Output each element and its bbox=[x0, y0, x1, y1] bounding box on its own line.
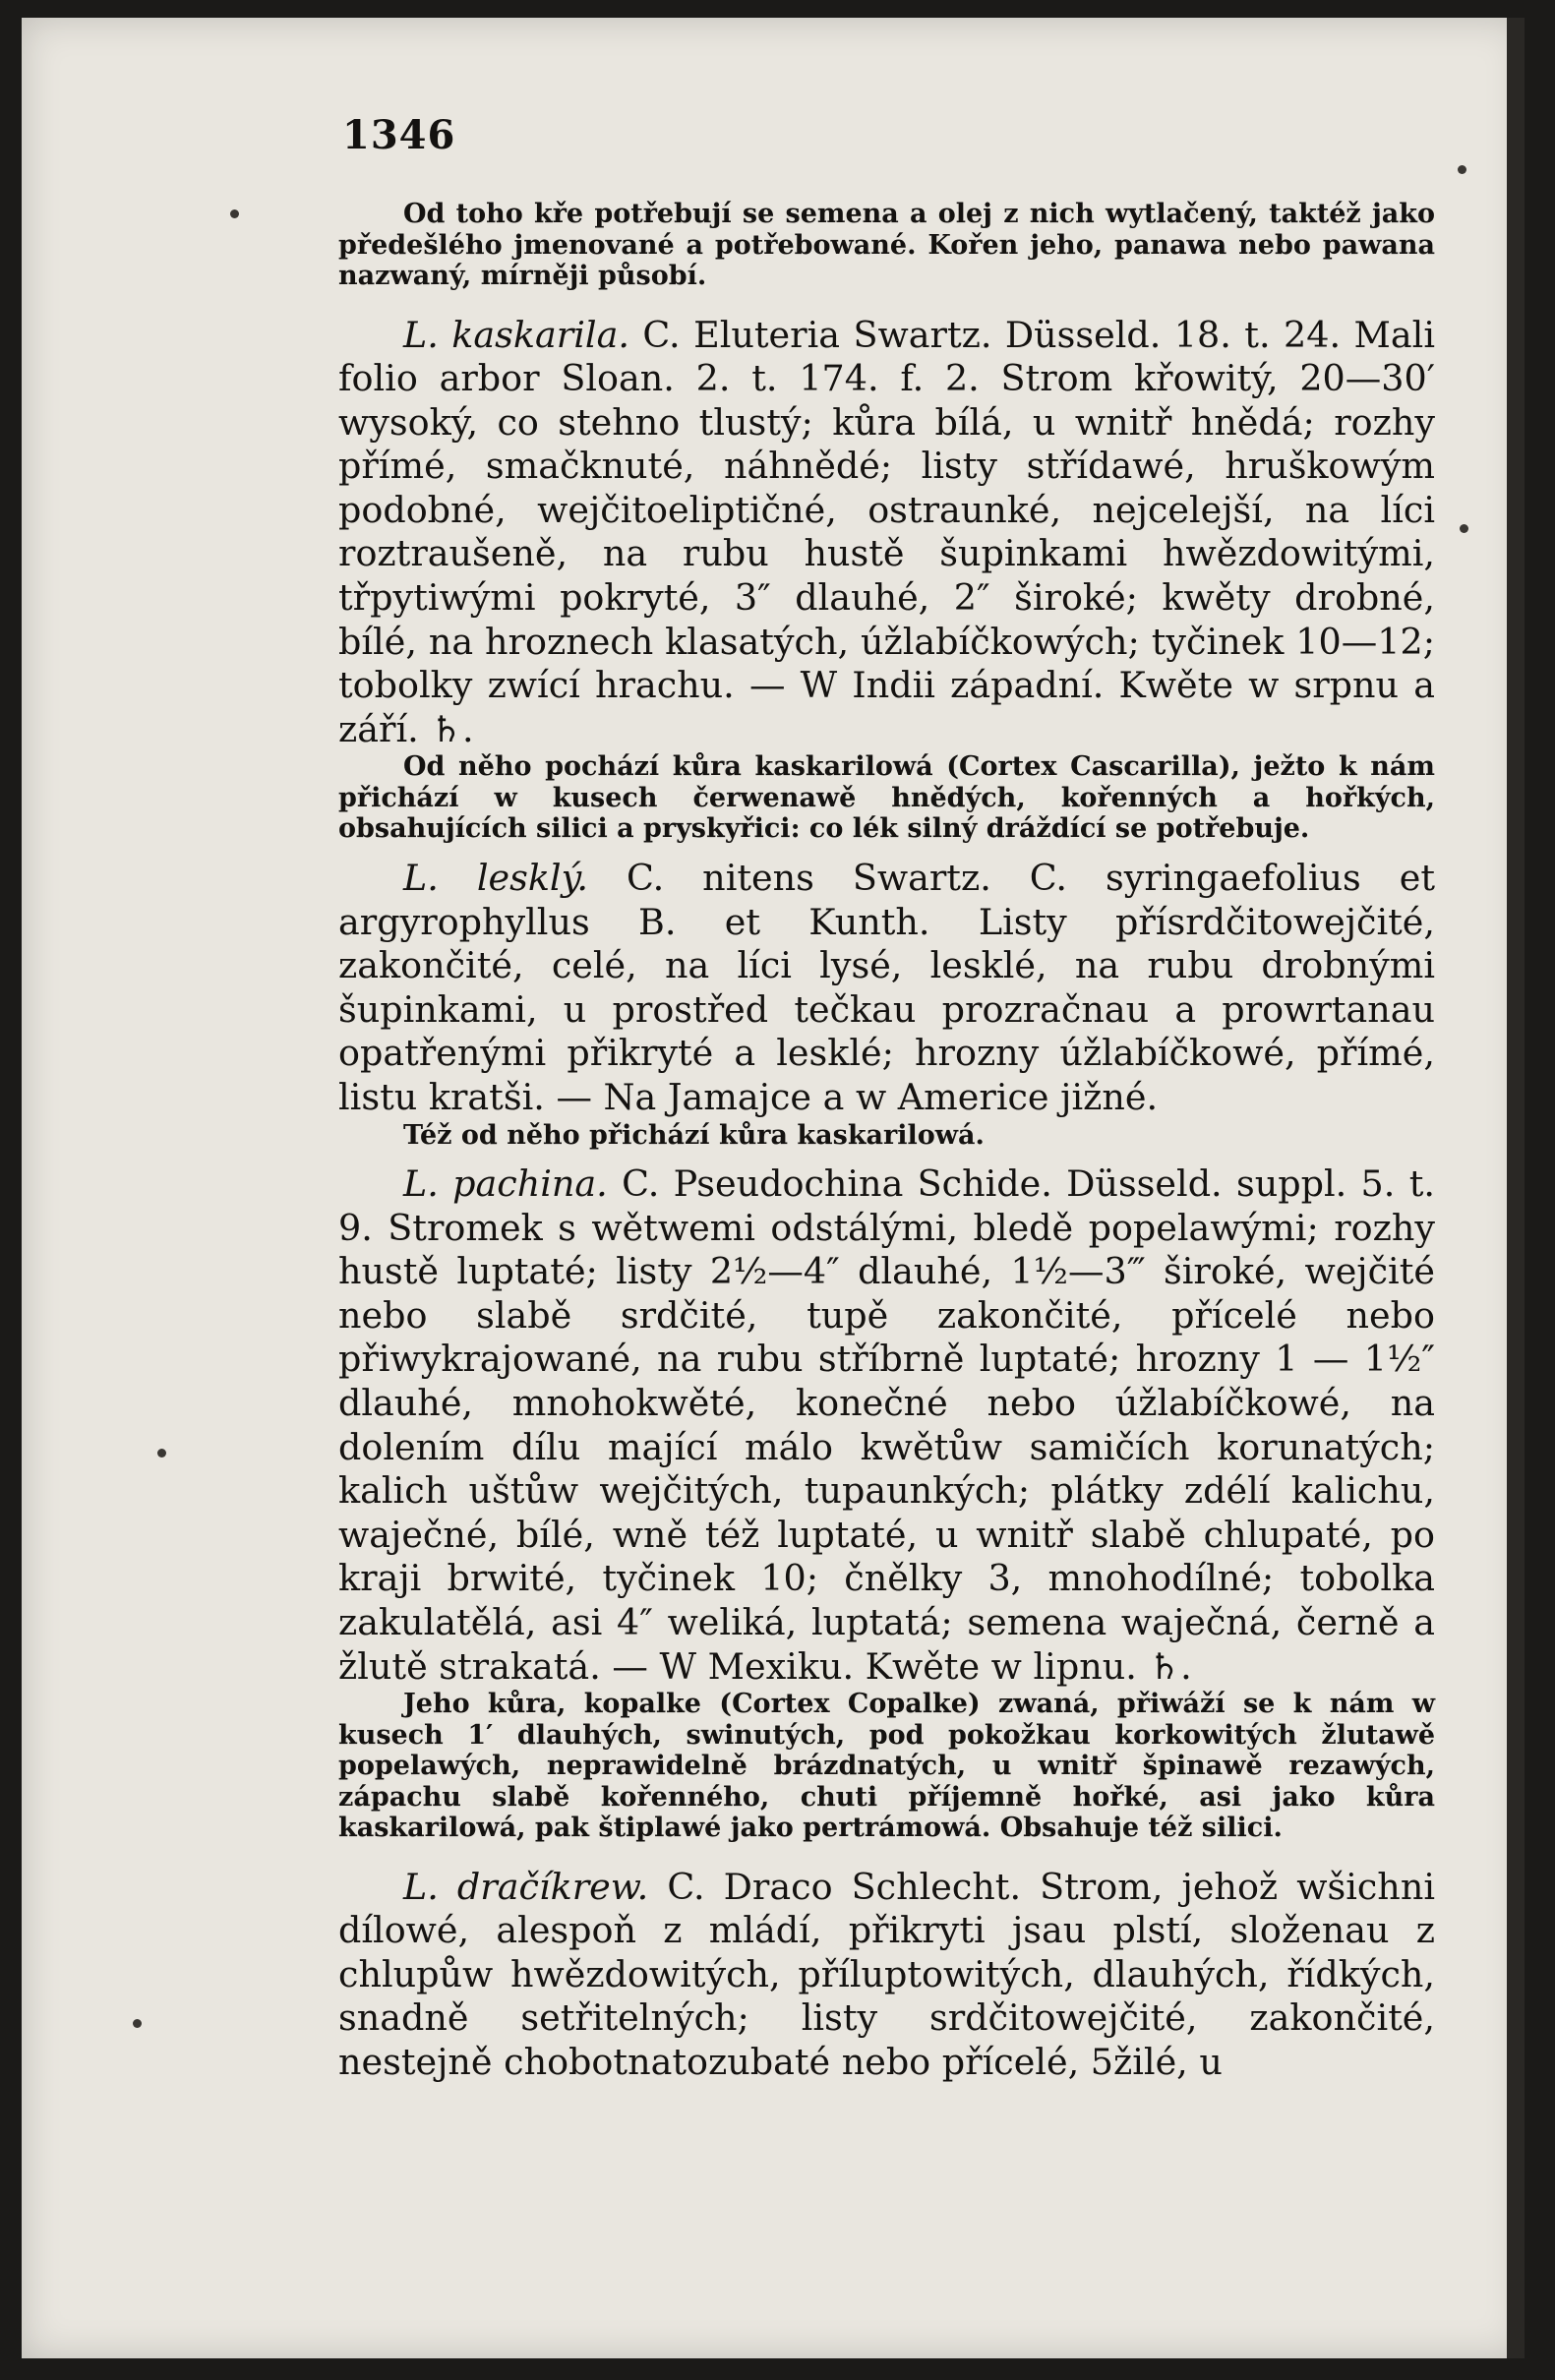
species-name: L. pachina. bbox=[403, 1162, 608, 1205]
note-paragraph: Od toho kře potřebují se semena a olej z nich wytlačený, taktéž jako předešlého jmenované a potřebowané. Kořen jeho, panawa nebo pawana nazwaný, mírněji působí. bbox=[338, 199, 1435, 291]
species-description: C. Pseudochina Schide. Düsseld. suppl. 5. t. 9. Stromek s wětwemi odstálými, bledě popelawými; rozhy hustě luptaté; listy 2½—4″ dlauhé, 1½—3‴ široké, wejčité nebo slabě srdčité, tupě zakončité, přícelé nebo přiwykrajowané, na rubu stříbrně luptaté; hrozny 1 — 1½″ dlauhé, mnohokwěté, konečné nebo úžlabíčkowé, na dolením dílu mající málo kwětůw samičích korunatých; kalich uštůw wejčitých, tupaunkých; plátky zdélí kalichu, waječné, bílé, wně též luptaté, u wnitř slabě chlupaté, po kraji brwité, tyčinek 10; čnělky 3, mnohodílné; tobolka zakulatělá, asi 4″ weliká, luptatá; semena waječná, černě a žlutě strakatá. — W Mexiku. Kwěte w lipnu. ♄. bbox=[338, 1162, 1435, 1688]
page-speck bbox=[1458, 165, 1466, 174]
species-entry-dracikrew bbox=[338, 1866, 1435, 2085]
page-speck bbox=[230, 209, 239, 218]
page-number: 1346 bbox=[342, 112, 456, 158]
page-speck bbox=[157, 1449, 166, 1458]
species-description: C. nitens Swartz. C. syringaefolius et argyrophyllus B. et Kunth. Listy přísrdčitowejčité, zakončité, celé, na líci lysé, lesklé, na rubu drobnými šupinkami, u prostřed tečkau prozračnau a prowrtanau opatřenými přikryté a lesklé; hrozny úžlabíčkowé, přímé, listu kratši. — Na Jamajce a w Americe jižné. bbox=[338, 856, 1435, 1118]
page-speck bbox=[1460, 524, 1468, 533]
note-paragraph: Od něho pochází kůra kaskarilowá (Cortex Cascarilla), ježto k nám přichází w kusech čerwenawě hnědých, kořenných a hořkých, obsahujících silici a pryskyřici: co lék silný dráždící se potřebuje. bbox=[338, 751, 1435, 845]
species-entry-pachina bbox=[338, 1162, 1435, 1689]
species-name: L. dračíkrew. bbox=[403, 1865, 649, 1908]
species-name: L. kaskarila. bbox=[403, 313, 629, 356]
note-paragraph: Též od něho přichází kůra kaskarilowá. bbox=[403, 1119, 985, 1151]
page-speck bbox=[133, 2019, 142, 2028]
page-edge-shadow bbox=[1507, 18, 1525, 2358]
page-sheet bbox=[22, 18, 1525, 2358]
species-name: L. lesklý. bbox=[403, 856, 588, 899]
page-content bbox=[338, 112, 1435, 2085]
note-paragraph: Jeho kůra, kopalke (Cortex Copalke) zwaná, přiwáží se k nám w kusech 1′ dlauhých, swinutých, pod pokožkau korkowitých žlutawě popelawých, neprawidelně brázdnatých, u wnitř špinawě rezawých, zápachu slabě kořenného, chuti příjemně hořké, asi jako kůra kaskarilowá, pak štiplawé jako pertrámowá. Obsahuje též silici. bbox=[338, 1689, 1435, 1844]
species-entry-kaskarila bbox=[338, 314, 1435, 752]
species-description: C. Draco Schlecht. Strom, jehož wšichni dílowé, alespoň z mládí, přikryti jsau plstí, složenau z chlupůw hwězdowitých, příluptowitých, dlauhých, řídkých, snadně setřitelných; listy srdčitowejčité, zakončité, nestejně chobotnatozubaté nebo přícelé, 5žilé, u bbox=[338, 1865, 1435, 2083]
species-description: C. Eluteria Swartz. Düsseld. 18. t. 24. Mali folio arbor Sloan. 2. t. 174. f. 2. Strom křowitý, 20—30′ wysoký, co stehno tlustý; kůra bílá, u wnitř hnědá; rozhy přímé, smačknuté, náhnědé; listy střídawé, hruškowým podobné, wejčitoeliptičné, ostraunké, nejcelejší, na líci roztraušeně, na rubu hustě šupinkami hwězdowitými, třpytiwými pokryté, 3″ dlauhé, 2″ široké; kwěty drobné, bílé, na hroznech klasatých, úžlabíčkowých; tyčinek 10—12; tobolky zwící hrachu. — W Indii západní. Kwěte w srpnu a září. ♄. bbox=[338, 313, 1435, 750]
species-entry-leskly bbox=[338, 857, 1435, 1120]
